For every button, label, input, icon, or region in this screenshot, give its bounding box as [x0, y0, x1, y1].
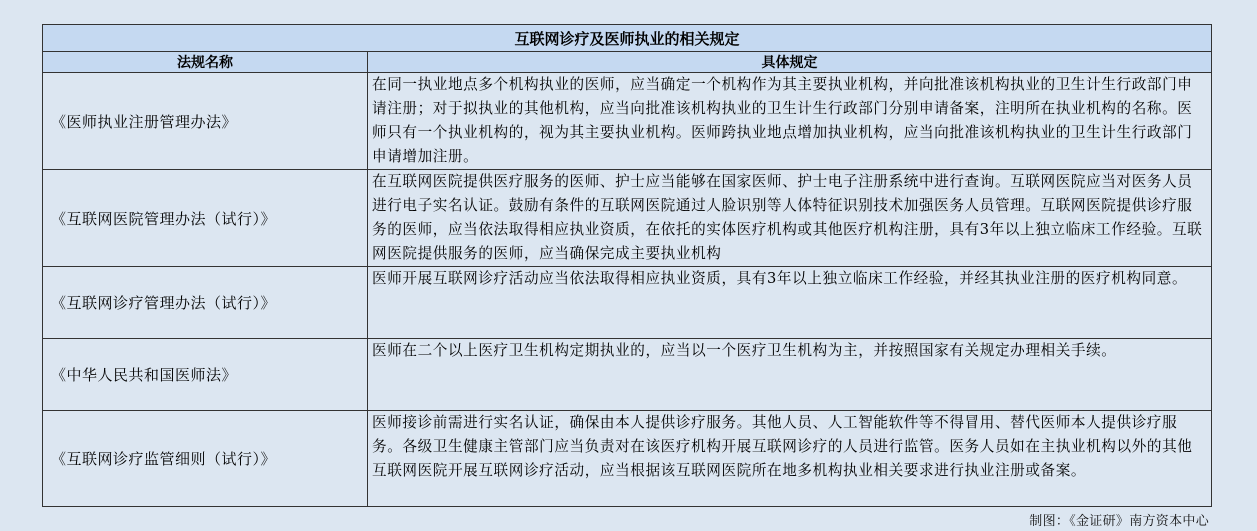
regulation-rule: 医师开展互联网诊疗活动应当依法取得相应执业资质，具有3年以上独立临床工作经验，并经其执业注册的医疗机构同意。 [368, 267, 1212, 339]
regulation-rule: 在同一执业地点多个机构执业的医师，应当确定一个机构作为其主要执业机构，并向批准该机构执业的卫生计生行政部门申请注册；对于拟执业的其他机构，应当向批准该机构执业的卫生计生行政部门分别申请备案，注明所在执业机构的名称。医师只有一个执业机构的，视为其主要执业机构。医师跨执业地点增加执业机构，应当向批准该机构执业的卫生计生行政部门申请增加注册。 [368, 73, 1212, 170]
regulations-table [42, 24, 1212, 507]
table-row [43, 73, 1212, 170]
table-row [43, 339, 1212, 411]
table-row [43, 267, 1212, 339]
regulation-name: 《互联网诊疗管理办法（试行）》 [43, 267, 368, 339]
regulation-name: 《互联网医院管理办法（试行）》 [43, 170, 368, 267]
regulation-name: 《医师执业注册管理办法》 [43, 73, 368, 170]
regulation-rule: 在互联网医院提供医疗服务的医师、护士应当能够在国家医师、护士电子注册系统中进行查询。互联网医院应当对医务人员进行电子实名认证。鼓励有条件的互联网医院通过人脸识别等人体特征识别技术加强医务人员管理。互联网医院提供诊疗服务的医师，应当依法取得相应执业资质，在依托的实体医疗机构或其他医疗机构注册，具有3年以上独立临床工作经验。互联网医院提供服务的医师，应当确保完成主要执业机构 [372, 173, 1203, 262]
regulation-rule: 医师在二个以上医疗卫生机构定期执业的，应当以一个医疗卫生机构为主，并按照国家有关规定办理相关手续。 [368, 339, 1212, 411]
column-header-name: 法规名称 [43, 52, 368, 73]
table-row [43, 411, 1212, 507]
regulation-name: 《互联网诊疗监管细则（试行）》 [43, 411, 368, 507]
column-header-rule: 具体规定 [368, 52, 1212, 73]
table-row [43, 170, 1212, 267]
regulation-rule-cell [368, 170, 1212, 267]
regulation-name: 《中华人民共和国医师法》 [43, 339, 368, 411]
source-credit: 制图：《金证研》南方资本中心 [1029, 514, 1209, 529]
regulation-rule: 医师接诊前需进行实名认证，确保由本人提供诊疗服务。其他人员、人工智能软件等不得冒用、替代医师本人提供诊疗服务。各级卫生健康主管部门应当负责对在该医疗机构开展互联网诊疗的人员进行监管。医务人员如在主执业机构以外的其他互联网医院开展互联网诊疗活动，应当根据该互联网医院所在地多机构执业相关要求进行执业注册或备案。 [368, 411, 1212, 507]
table-title: 互联网诊疗及医师执业的相关规定 [43, 25, 1212, 52]
